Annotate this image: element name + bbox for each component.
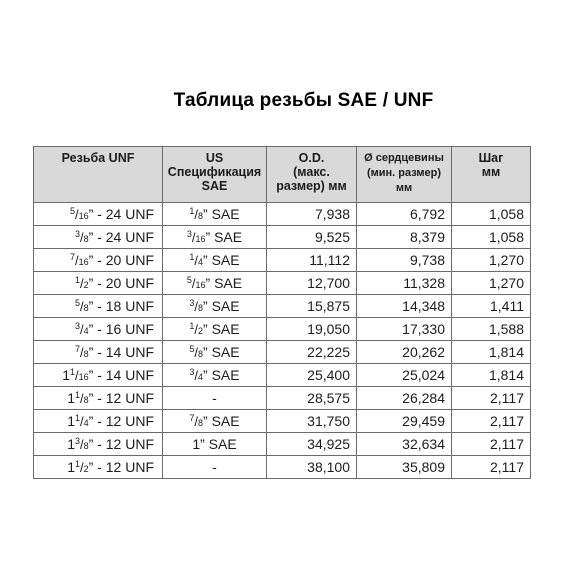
cell-pitch: 2,117: [452, 410, 531, 433]
cell-unf-thread: $1^1/8$” - 12 UNF: [34, 387, 163, 410]
cell-outer-diameter: 19,050: [267, 318, 357, 341]
cell-outer-diameter: 11,112: [267, 249, 357, 272]
cell-outer-diameter: 28,575: [267, 387, 357, 410]
table-row: [34, 364, 531, 387]
table-row: [34, 249, 531, 272]
cell-pitch: 1,588: [452, 318, 531, 341]
cell-us-sae-spec: $^5$/16” SAE: [163, 272, 267, 295]
cell-core-diameter: 35,809: [357, 456, 452, 479]
cell-unf-thread: $1^1/2$” - 12 UNF: [34, 456, 163, 479]
cell-us-sae-spec: $^3$/4” SAE: [163, 364, 267, 387]
cell-core-diameter: 6,792: [357, 203, 452, 226]
cell-pitch: 1,270: [452, 272, 531, 295]
header-outer-diameter: O.D. (макс. размер) мм: [267, 147, 357, 203]
table-row: [34, 226, 531, 249]
cell-us-sae-spec: $^3$/8” SAE: [163, 295, 267, 318]
cell-unf-thread: $^5$/16” - 24 UNF: [34, 203, 163, 226]
cell-unf-thread: $^3$/8” - 24 UNF: [34, 226, 163, 249]
cell-us-sae-spec: -: [163, 387, 267, 410]
cell-us-sae-spec: $^5$/8” SAE: [163, 341, 267, 364]
cell-unf-thread: $^5$/8” - 18 UNF: [34, 295, 163, 318]
cell-unf-thread: $^7$/8” - 14 UNF: [34, 341, 163, 364]
cell-us-sae-spec: $^1$/8” SAE: [163, 203, 267, 226]
cell-outer-diameter: 34,925: [267, 433, 357, 456]
table-row: [34, 318, 531, 341]
cell-core-diameter: 25,024: [357, 364, 452, 387]
table-header: [34, 147, 531, 203]
cell-unf-thread: $1^3/8$” - 12 UNF: [34, 433, 163, 456]
cell-us-sae-spec: $^1$/4” SAE: [163, 249, 267, 272]
cell-core-diameter: 9,738: [357, 249, 452, 272]
cell-pitch: 2,117: [452, 433, 531, 456]
cell-core-diameter: 8,379: [357, 226, 452, 249]
header-core-diameter: Ø сердцевины (мин. размер) мм: [357, 147, 452, 203]
cell-pitch: 1,270: [452, 249, 531, 272]
cell-us-sae-spec: $^1$/2” SAE: [163, 318, 267, 341]
cell-us-sae-spec: -: [163, 456, 267, 479]
cell-outer-diameter: 12,700: [267, 272, 357, 295]
cell-pitch: 1,058: [452, 226, 531, 249]
cell-pitch: 1,058: [452, 203, 531, 226]
header-us-sae-spec: US Спецификация SAE: [163, 147, 267, 203]
cell-unf-thread: $^7$/16” - 20 UNF: [34, 249, 163, 272]
cell-outer-diameter: 9,525: [267, 226, 357, 249]
cell-unf-thread: $^3$/4” - 16 UNF: [34, 318, 163, 341]
table-row: [34, 456, 531, 479]
cell-us-sae-spec: 1” SAE: [163, 433, 267, 456]
cell-pitch: 2,117: [452, 456, 531, 479]
cell-us-sae-spec: $^3$/16” SAE: [163, 226, 267, 249]
table-row: [34, 272, 531, 295]
thread-table: [33, 146, 531, 479]
cell-core-diameter: 11,328: [357, 272, 452, 295]
cell-outer-diameter: 25,400: [267, 364, 357, 387]
cell-core-diameter: 17,330: [357, 318, 452, 341]
table-row: [34, 295, 531, 318]
cell-pitch: 1,814: [452, 341, 531, 364]
cell-pitch: 1,411: [452, 295, 531, 318]
page-title: Таблица резьбы SAE / UNF: [173, 90, 434, 111]
cell-outer-diameter: 31,750: [267, 410, 357, 433]
table-row: [34, 433, 531, 456]
cell-unf-thread: $1^1/16$” - 14 UNF: [34, 364, 163, 387]
cell-pitch: 2,117: [452, 387, 531, 410]
cell-core-diameter: 20,262: [357, 341, 452, 364]
header-pitch: Шаг мм: [452, 147, 531, 203]
cell-core-diameter: 29,459: [357, 410, 452, 433]
table-row: [34, 410, 531, 433]
cell-core-diameter: 32,634: [357, 433, 452, 456]
cell-core-diameter: 26,284: [357, 387, 452, 410]
cell-unf-thread: $^1$/2” - 20 UNF: [34, 272, 163, 295]
cell-core-diameter: 14,348: [357, 295, 452, 318]
cell-pitch: 1,814: [452, 364, 531, 387]
cell-unf-thread: $1^1/4$” - 12 UNF: [34, 410, 163, 433]
header-unf-thread: Резьба UNF: [34, 147, 163, 203]
cell-outer-diameter: 22,225: [267, 341, 357, 364]
table-body: [34, 203, 531, 479]
cell-outer-diameter: 15,875: [267, 295, 357, 318]
cell-outer-diameter: 7,938: [267, 203, 357, 226]
table-row: [34, 203, 531, 226]
cell-us-sae-spec: $^7$/8” SAE: [163, 410, 267, 433]
table-row: [34, 341, 531, 364]
cell-outer-diameter: 38,100: [267, 456, 357, 479]
table-row: [34, 387, 531, 410]
